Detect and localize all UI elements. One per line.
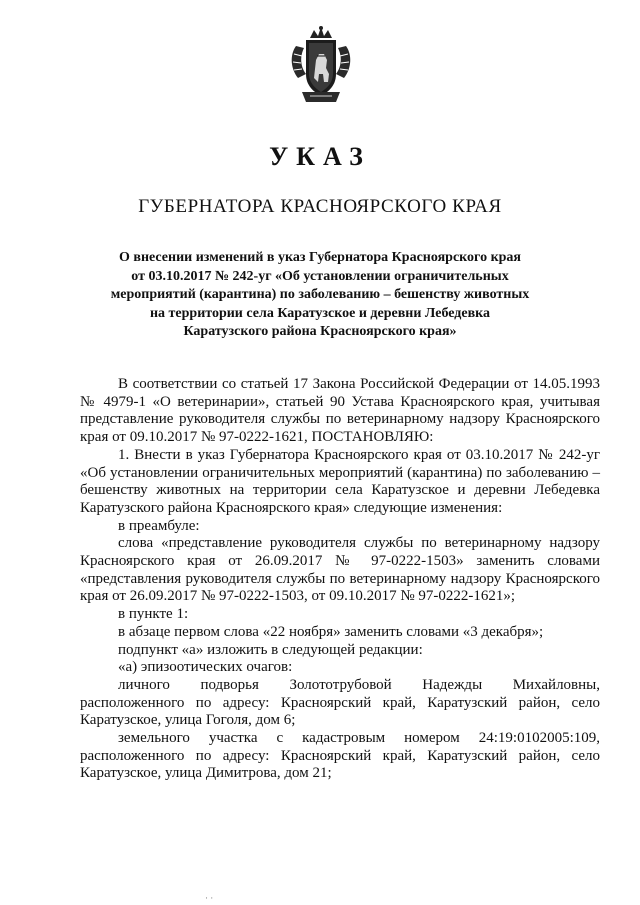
document-subtitle: ГУБЕРНАТОРА КРАСНОЯРСКОГО КРАЯ	[138, 196, 502, 217]
heading-line: от 03.10.2017 № 242-уг «Об установлении ограничительных	[131, 268, 509, 284]
paragraph-item-1: 1. Внести в указ Губернатора Красноярского края от 03.10.2017 № 242-уг «Об установлении ограничительных мероприятий (карантина) по заболеванию – бешенству животных на территории села Каратузское и деревни Лебедевка Каратузского района Красноярского края» следующие изменения:	[80, 446, 600, 516]
paragraph-in-preamble: в преамбуле:	[118, 517, 200, 534]
paragraph-subpoint-a: подпункт «а» изложить в следующей редакции:	[118, 641, 423, 658]
paragraph-words-replacement: слова «представление руководителя службы по ветеринарному надзору Красноярского края от 26.09.2017 № 97-0222-1503» заменить словами «представления руководителя службы по ветеринарному надзору Красноярского края от 26.09.2017 № 97-0222-1503, от 09.10.2017 № 97-0222-1621»;	[80, 535, 600, 605]
coat-of-arms-emblem	[288, 24, 354, 108]
decree-body	[80, 376, 600, 783]
scan-artifact-mark: · ·	[205, 893, 214, 903]
heading-line: О внесении изменений в указ Губернатора Красноярского края	[119, 250, 521, 265]
paragraph-in-point-1: в пункте 1:	[118, 606, 189, 623]
heading-line: на территории села Каратузское и деревни Лебедевка	[149, 305, 491, 321]
paragraph-preamble: В соответствии со статьей 17 Закона Российской Федерации от 14.05.1993 № 4979-1 «О ветеринарии», статьей 90 Устава Красноярского края, учитывая представление руководителя службы по ветеринарному надзору Красноярского края от 09.10.2017 № 97-0222-1621, ПОСТАНОВЛЯЮ:	[80, 376, 600, 446]
heading-line: мероприятий (карантина) по заболеванию – бешенству животных	[110, 287, 530, 302]
paragraph-first-subparagraph: в абзаце первом слова «22 ноября» заменить словами «3 декабря»;	[118, 623, 544, 640]
paragraph-epizootic-foci: «а) эпизоотических очагов:	[118, 659, 293, 676]
document-title: УКАЗ	[269, 142, 371, 171]
decree-heading	[80, 249, 560, 342]
paragraph-household: личного подворья Золототрубовой Надежды Михайловны, расположенного по адресу: Красноярский край, Каратузский район, село Каратузское, улица Гоголя, дом 6;	[80, 676, 600, 729]
paragraph-land-plot: земельного участка с кадастровым номером 24:19:0102005:109, расположенного по адресу: Красноярский край, Каратузский район, село Каратузское, улица Димитрова, дом 21;	[80, 730, 600, 782]
heading-line: Каратузского района Красноярского края»	[183, 324, 457, 339]
